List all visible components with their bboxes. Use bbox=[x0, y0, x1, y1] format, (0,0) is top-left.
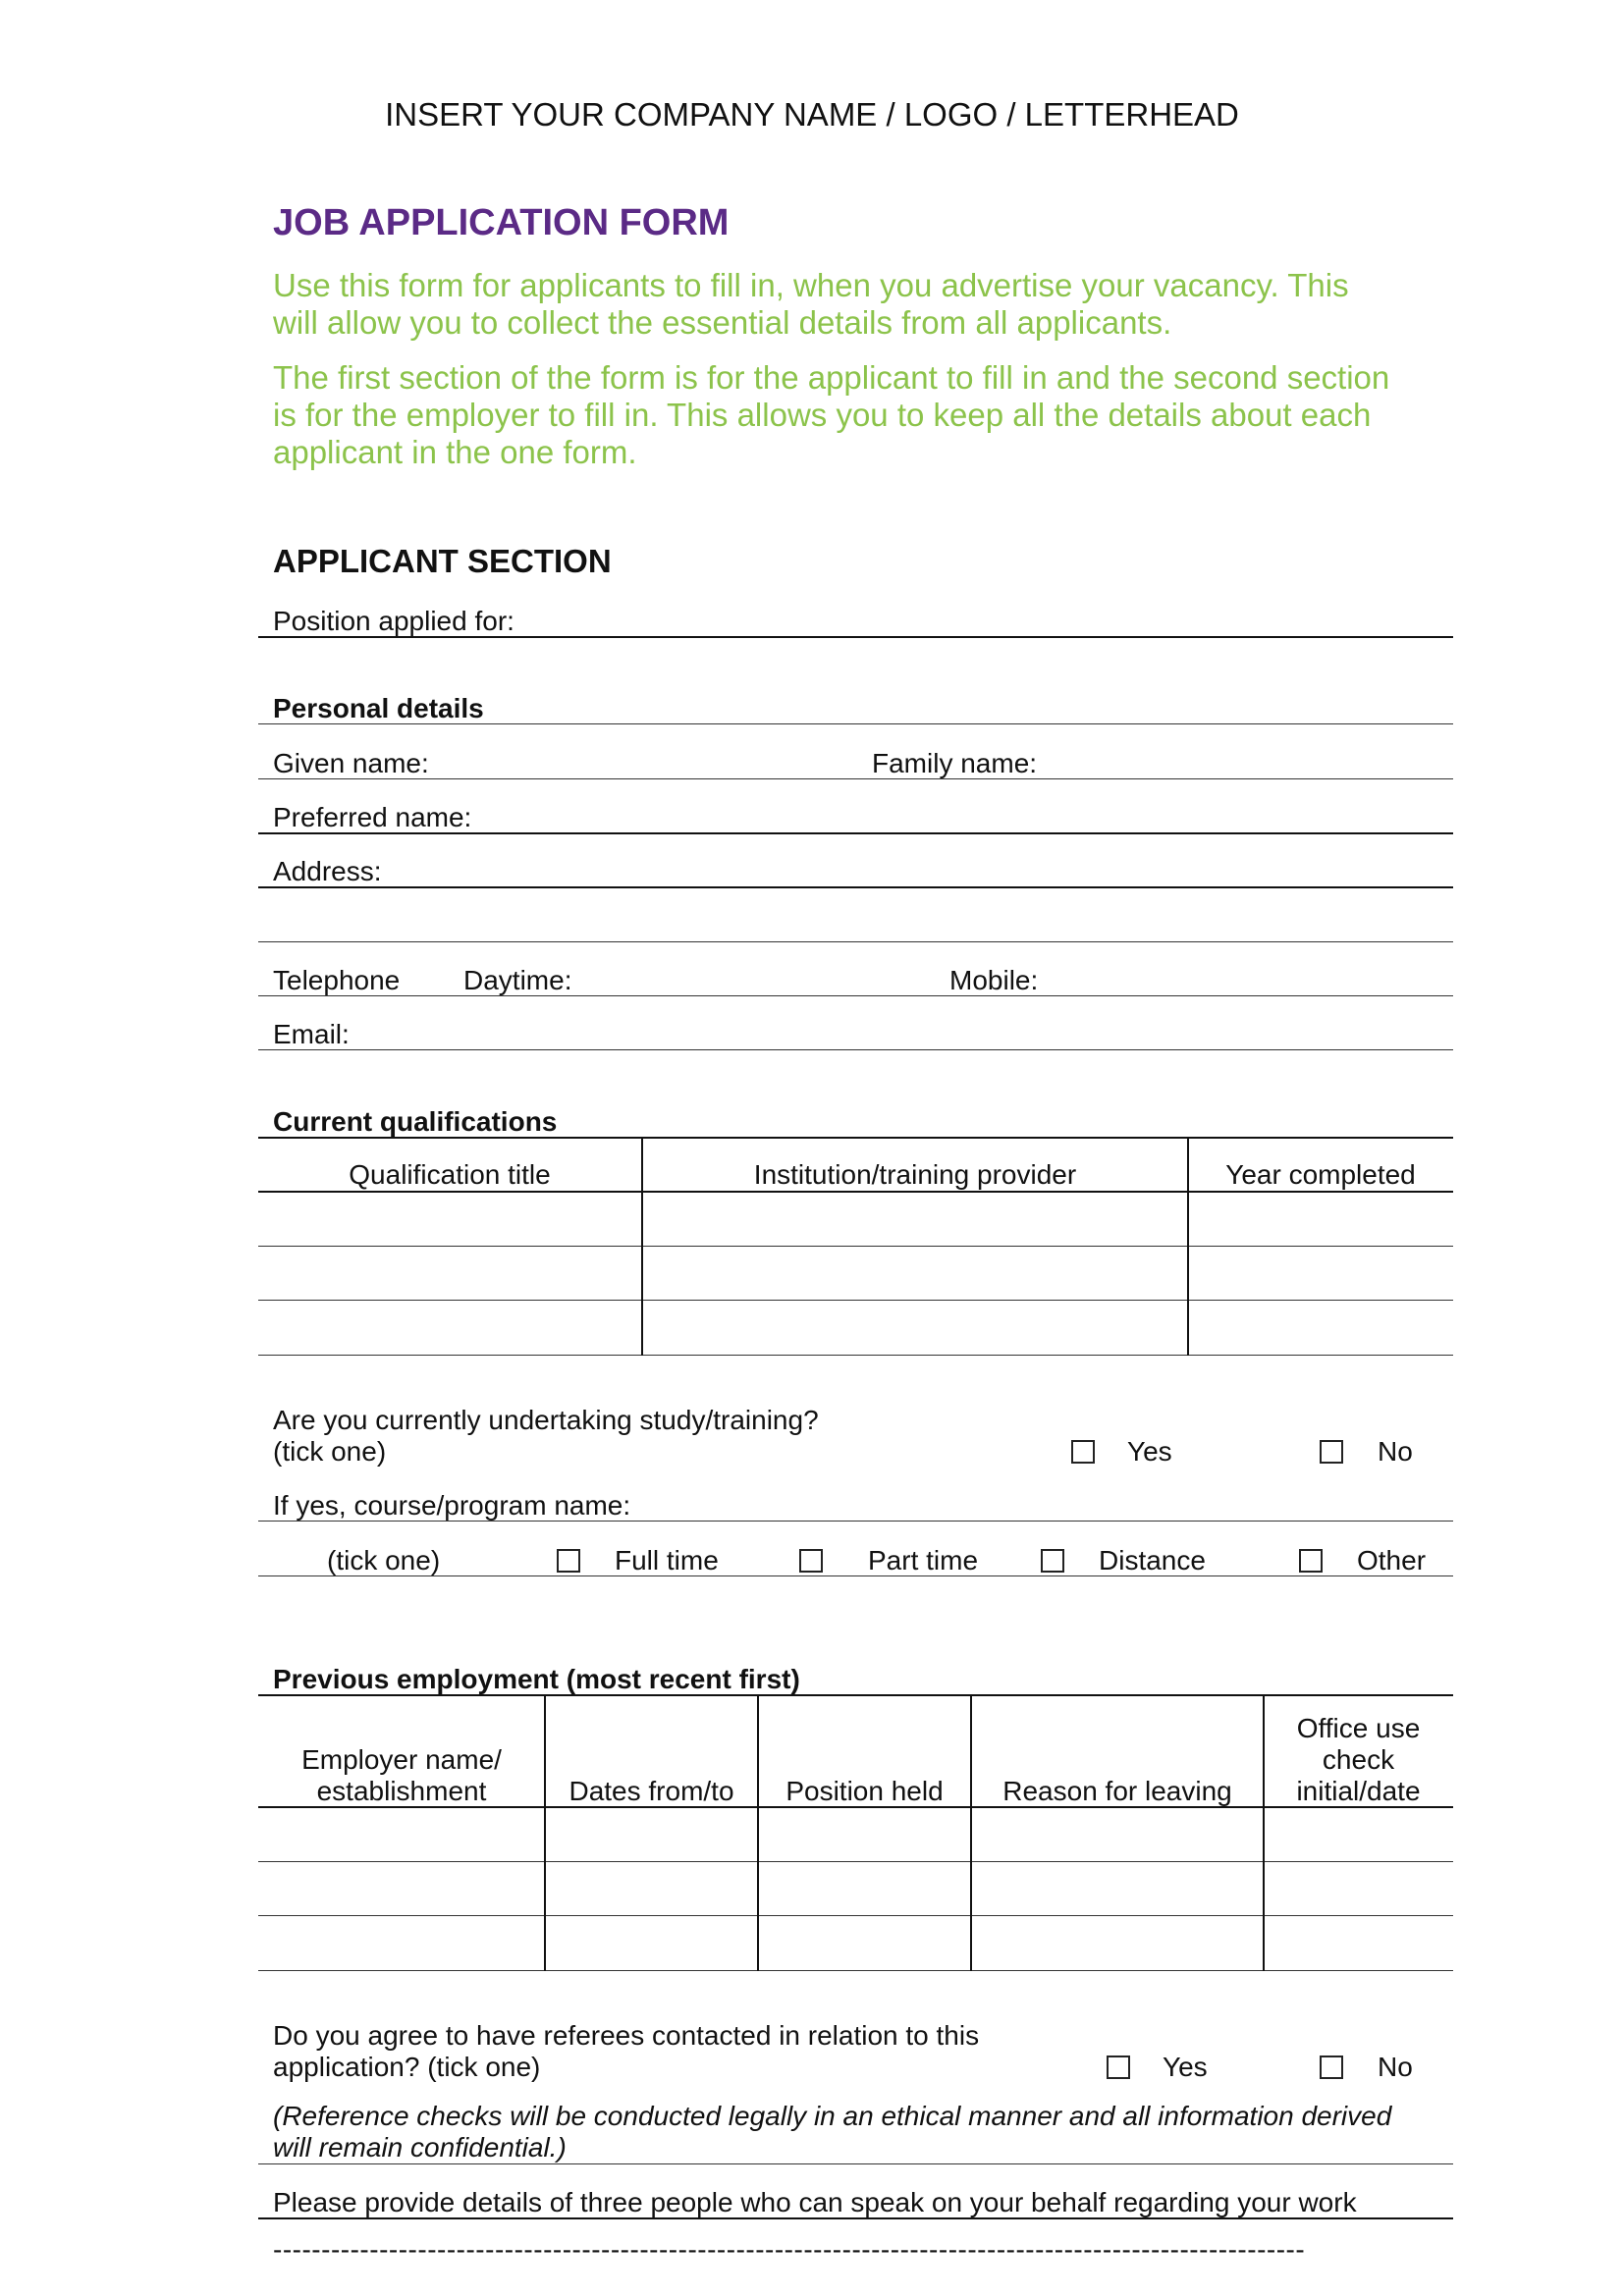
table-row-line bbox=[258, 1806, 1453, 1808]
referee-details-instruction: Please provide details of three people who can speak on your behalf regarding your work bbox=[273, 2187, 1357, 2217]
address-field-line-1[interactable] bbox=[258, 886, 1453, 888]
applicant-section-heading: APPLICANT SECTION bbox=[273, 543, 612, 579]
form-title: JOB APPLICATION FORM bbox=[273, 202, 730, 243]
position-applied-label: Position applied for: bbox=[273, 606, 514, 636]
table-column-divider bbox=[970, 1694, 972, 1971]
part-time-label: Part time bbox=[868, 1545, 979, 1575]
position-held-header: Position held bbox=[785, 1776, 944, 1806]
table-row-line bbox=[258, 1861, 1453, 1862]
referees-no-checkbox[interactable] bbox=[1320, 2056, 1343, 2079]
table-column-divider bbox=[641, 1137, 643, 1356]
other-checkbox[interactable] bbox=[1299, 1549, 1323, 1573]
referees-tick-one: application? (tick one) bbox=[273, 2052, 541, 2082]
study-yes-checkbox[interactable] bbox=[1071, 1440, 1095, 1464]
table-row-line bbox=[258, 1300, 1453, 1301]
letterhead-placeholder: INSERT YOUR COMPANY NAME / LOGO / LETTERHEAD bbox=[385, 96, 1239, 133]
reference-check-note-line1: (Reference checks will be conducted legally in an ethical manner and all information derived bbox=[273, 2101, 1392, 2131]
qualification-title-header: Qualification title bbox=[349, 1159, 551, 1190]
part-time-checkbox[interactable] bbox=[799, 1549, 823, 1573]
address-label: Address: bbox=[273, 856, 382, 886]
family-name-label: Family name: bbox=[872, 748, 1038, 778]
table-column-divider bbox=[1187, 1137, 1189, 1356]
table-column-divider bbox=[1263, 1694, 1265, 1971]
divider bbox=[258, 2163, 1453, 2164]
referees-yes-checkbox[interactable] bbox=[1107, 2056, 1130, 2079]
referees-yes-label: Yes bbox=[1163, 2052, 1208, 2082]
email-label: Email: bbox=[273, 1019, 350, 1049]
table-row-line bbox=[258, 1246, 1453, 1247]
distance-label: Distance bbox=[1099, 1545, 1206, 1575]
email-field-line[interactable] bbox=[258, 1049, 1453, 1050]
year-completed-header: Year completed bbox=[1225, 1159, 1416, 1190]
employment-heading: Previous employment (most recent first) bbox=[273, 1664, 800, 1694]
dates-header: Dates from/to bbox=[568, 1776, 734, 1806]
referees-question: Do you agree to have referees contacted in relation to this bbox=[273, 2020, 980, 2051]
study-no-checkbox[interactable] bbox=[1320, 1440, 1343, 1464]
table-row-line bbox=[258, 1915, 1453, 1916]
employer-header-line1: Employer name/ bbox=[301, 1744, 502, 1775]
institution-header: Institution/training provider bbox=[753, 1159, 1077, 1190]
daytime-label: Daytime: bbox=[463, 965, 572, 995]
intro-paragraph-2: The first section of the form is for the applicant to fill in and the second section is for the employer to fill in. This allows you to keep all the details about each applicant in the one form. bbox=[273, 359, 1390, 470]
telephone-field-line[interactable] bbox=[258, 995, 1453, 996]
personal-details-heading: Personal details bbox=[273, 693, 484, 723]
reference-check-note-line2: will remain confidential.) bbox=[273, 2132, 567, 2163]
table-row-line bbox=[258, 1355, 1453, 1356]
study-question: Are you currently undertaking study/training? bbox=[273, 1405, 819, 1435]
table-row-line bbox=[258, 1970, 1453, 1971]
course-name-field[interactable] bbox=[258, 1521, 1453, 1522]
qualification-cell[interactable] bbox=[259, 1193, 640, 1244]
given-name-label: Given name: bbox=[273, 748, 429, 778]
divider bbox=[258, 2217, 1453, 2219]
employer-header-line2: establishment bbox=[316, 1776, 487, 1806]
address-field-line-2[interactable] bbox=[258, 941, 1453, 942]
telephone-label: Telephone bbox=[273, 965, 401, 995]
reason-for-leaving-header: Reason for leaving bbox=[1002, 1776, 1232, 1806]
office-use-header-line2: check bbox=[1322, 1744, 1395, 1775]
intro-paragraph-1: Use this form for applicants to fill in, when you advertise your vacancy. This will allow you to collect the essential details from all applicants. bbox=[273, 267, 1349, 341]
dashed-separator: ----------------------------------------------------------------------------------------------------------- bbox=[273, 2234, 1306, 2265]
table-column-divider bbox=[544, 1694, 546, 1971]
distance-checkbox[interactable] bbox=[1041, 1549, 1064, 1573]
study-no-label: No bbox=[1378, 1436, 1413, 1467]
preferred-name-label: Preferred name: bbox=[273, 802, 472, 832]
referees-no-label: No bbox=[1378, 2052, 1413, 2082]
employment-table-top bbox=[258, 1694, 1453, 1696]
qualifications-table-top bbox=[258, 1137, 1453, 1139]
name-field-line[interactable] bbox=[258, 778, 1453, 779]
qualifications-heading: Current qualifications bbox=[273, 1106, 558, 1137]
study-tick-one: (tick one) bbox=[273, 1436, 387, 1467]
divider bbox=[258, 1575, 1453, 1576]
mobile-label: Mobile: bbox=[949, 965, 1039, 995]
table-column-divider bbox=[757, 1694, 759, 1971]
position-applied-field[interactable] bbox=[258, 636, 1453, 638]
office-use-header-line3: initial/date bbox=[1296, 1776, 1421, 1806]
institution-cell[interactable] bbox=[644, 1193, 1186, 1244]
study-mode-tick-one: (tick one) bbox=[327, 1545, 441, 1575]
course-name-label: If yes, course/program name: bbox=[273, 1490, 631, 1521]
full-time-checkbox[interactable] bbox=[557, 1549, 580, 1573]
year-cell[interactable] bbox=[1190, 1193, 1452, 1244]
study-yes-label: Yes bbox=[1127, 1436, 1172, 1467]
preferred-name-field[interactable] bbox=[258, 832, 1453, 834]
other-label: Other bbox=[1357, 1545, 1427, 1575]
office-use-header-line1: Office use bbox=[1296, 1713, 1421, 1743]
full-time-label: Full time bbox=[615, 1545, 719, 1575]
divider bbox=[258, 723, 1453, 724]
